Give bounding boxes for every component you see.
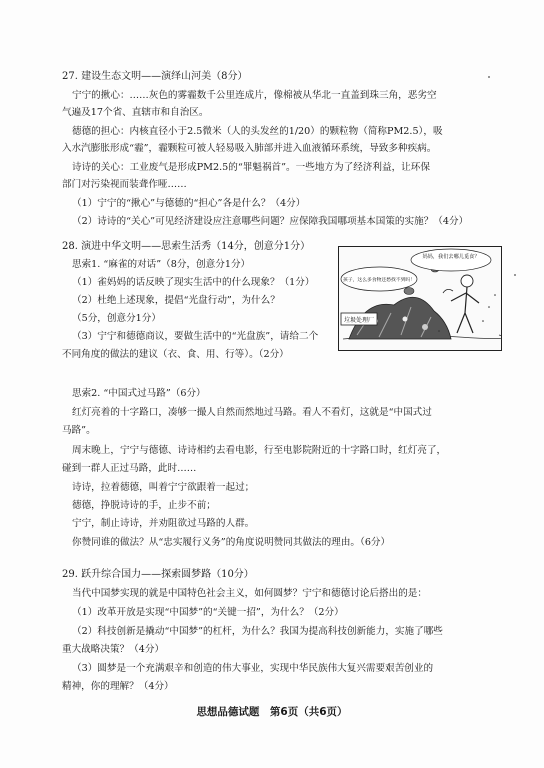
q29-title: 29. 跃升综合国力——探索圆梦路（10分） [62, 569, 254, 580]
q28-s1-question-1: （1）雀妈妈的话反映了现实生活中的什么现象？（1分） [72, 277, 315, 288]
q27-question-2: （2）诗诗的“关心”可见经济建设应注意哪些问题？应保障我国哪项基本国策的实施？（4分） [72, 216, 469, 227]
q28-s2-detail-2: 德德，挣脱诗诗的手，止步不前； [72, 500, 216, 511]
q28-s1-question-2: （2）杜绝上述现象，提倡“光盘行动”，为什么？ [72, 295, 280, 306]
q29-question-1: （1）改革开放是实现“中国梦”的“关键一招”，为什么？（2分） [72, 607, 344, 618]
q27-para3-line2: 部门对污染视而装聋作哑…… [62, 179, 187, 190]
q28-s2-detail-1: 诗诗，拉着德德，叫着宁宁欲跟着一起过； [72, 482, 255, 493]
q28-section2-title: 思索2. “中国式过马路”（6分） [72, 388, 206, 399]
q28-s2-para1-line2: 马路”。 [62, 425, 96, 436]
cartoon-bubble-top: 妈妈，我们去哪儿觅食？ [422, 254, 480, 260]
q29-question-3-line2: 精神，你的理解？（4分） [62, 681, 174, 692]
q28-s2-para2-line1: 周末晚上，宁宁与德德、诗诗相约去看电影，行至电影院附近的十字路口时，红灯亮了， [72, 445, 447, 456]
q28-s2-para1-line1: 红灯亮着的十字路口，凑够一撮人自然而然地过马路。看人不看灯，这就是“中国式过 [72, 407, 432, 418]
q28-s1-question-2-score: （5分，创意分1分） [72, 313, 161, 324]
sparrow-cartoon-drawing [339, 247, 501, 350]
sparrow-cartoon [338, 246, 502, 351]
question-27 [62, 70, 502, 228]
q28-s2-para2-line2: 碰到一群人正过马路，此时…… [62, 463, 197, 474]
q28-s1-question-3-line2: 不同角度的做法的建议（衣、食、用、行等）。（2分） [62, 349, 289, 360]
q29-question-3-line1: （3）圆梦是一个充满艰辛和创造的伟大事业，实现中华民族伟大复兴需要艰苦创业的 [72, 663, 434, 674]
cartoon-sign: 垃圾处理厂 [343, 317, 375, 324]
q28-title: 28. 演进中华文明——思索生活秀（14分，创意分1分） [62, 241, 311, 252]
scan-speck [514, 274, 516, 276]
scan-speck [488, 76, 490, 78]
q28-section1-title: 思索1. “麻雀的对话”（8分，创意分1分） [72, 259, 251, 270]
q27-para1-line2: 气遍及17个省、直辖市和自治区。 [62, 107, 209, 118]
q27-para2-line2: 入水汽膨胀形成“霾”，霾颗粒可被人轻易吸入肺部并进入血液循环系统，导致多种疾病。 [62, 143, 437, 154]
q28-s2-question: 你赞同谁的做法？从“忠实履行义务”的角度说明赞同其做法的理由。（6分） [72, 537, 391, 548]
q27-para3-line1: 诗诗的关心：工业废气是形成PM2.5的“罪魁祸首”。一些地方为了经济利益，让环保 [72, 162, 430, 173]
q27-title: 27. 建设生态文明——演绎山河美（8分） [62, 71, 248, 82]
q29-question-2-line2: 重大战略决策？（4分） [62, 644, 165, 655]
q27-question-1: （1）宁宁的“揪心”与德德的“担心”各是什么？（4分） [72, 198, 306, 209]
q28-s2-detail-3: 宁宁，制止诗诗，并劝阻欲过马路的人群。 [72, 518, 255, 529]
q29-question-2-line1: （2）科技创新是撬动“中国梦”的杠杆，为什么？我国为提高科技创新能力，实施了哪些 [72, 626, 443, 637]
q28-s1-question-3-line1: （3）宁宁和德德商议，要做生活中的“光盘族”，请给二个 [72, 331, 319, 342]
q29-intro: 当代中国梦实现的就是中国特色社会主义，如何圆梦？宁宁和德德讨论后搭出的是： [72, 588, 427, 599]
cartoon-bubble-left: 孩子，这么多食物还愁找不到吗！ [343, 278, 415, 283]
q27-para2-line1: 德德的担心：内核直径小于2.5微米（人的头发丝的1/20）的颗粒物（简称PM2.5），吸 [72, 126, 443, 137]
question-29 [62, 568, 502, 693]
page-footer: 思想品德试题 第6页（共6页） [196, 706, 348, 718]
q27-para1-line1: 宁宁的揪心：……灰色的雾霾数千公里连成片，像棉被从华北一直盖到珠三角，恶劣空 [72, 90, 437, 101]
